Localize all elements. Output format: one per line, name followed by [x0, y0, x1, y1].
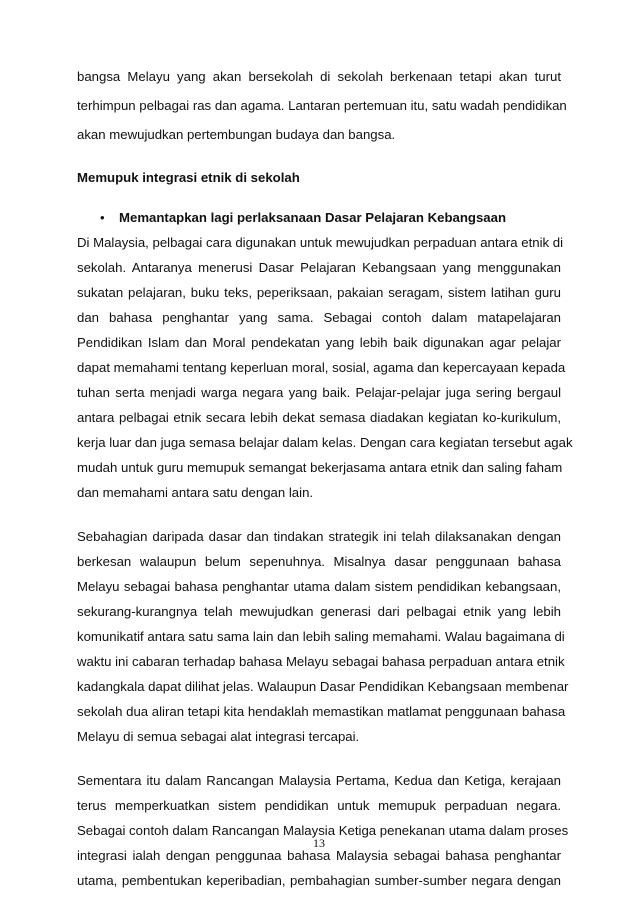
text-line: komunikatif antara satu sama lain dan lebih saling memahami. Walau bagaimana di [77, 629, 565, 644]
text-line: terus memperkuatkan sistem pendidikan untuk memupuk perpaduan negara. [77, 798, 561, 813]
text-line: Melayu sebagai bahasa penghantar utama dalam sistem pendidikan kebangsaan, [77, 579, 561, 594]
text-line: mudah untuk guru memupuk semangat bekerjasama antara etnik dan saling faham [77, 460, 563, 475]
text-line: dapat memahami tentang keperluan moral, sosial, agama dan kepercayaan kepada [77, 360, 566, 375]
text-line: akan mewujudkan pertembungan budaya dan bangsa. [77, 127, 396, 142]
text-line: waktu ini cabaran terhadap bahasa Melayu sebagai bahasa perpaduan antara etnik [77, 654, 565, 669]
text-line: sekurang-kurangnya telah mewujudkan generasi dari pelbagai etnik yang lebih [77, 604, 561, 619]
bullet-marker: • [100, 210, 105, 225]
text-line: antara pelbagai etnik secara lebih dekat semasa diadakan kegiatan ko-kurikulum, [77, 410, 561, 425]
text-line: Sebagai contoh dalam Rancangan Malaysia Ketiga penekanan utama dalam proses [77, 823, 569, 838]
text-line: sekolah. Antaranya menerusi Dasar Pelajaran Kebangsaan yang menggunakan [77, 260, 561, 275]
text-line: tuhan serta menjadi warga negara yang baik. Pelajar-pelajar juga sering bergaul [77, 385, 561, 400]
text-line: Sementara itu dalam Rancangan Malaysia Pertama, Kedua dan Ketiga, kerajaan [77, 773, 561, 788]
text-line: terhimpun pelbagai ras dan agama. Lantaran pertemuan itu, satu wadah pendidikan [77, 98, 567, 113]
text-line: dan memahami antara satu dengan lain. [77, 485, 314, 500]
text-line: Sebahagian daripada dasar dan tindakan strategik ini telah dilaksanakan dengan [77, 529, 561, 544]
text-line: integrasi ialah dengan penggunaa bahasa Malaysia sebagai bahasa penghantar [77, 848, 561, 863]
text-line: Melayu di semua sebagai alat integrasi tercapai. [77, 729, 360, 744]
section-heading: Memupuk integrasi etnik di sekolah [77, 170, 300, 185]
text-line: sukatan pelajaran, buku teks, peperiksaan, pakaian seragam, sistem latihan guru [77, 285, 561, 300]
text-line: utama, pembentukan keperibadian, pembahagian sumber-sumber negara dengan [77, 873, 561, 888]
text-line: kerja luar dan juga semasa belajar dalam kelas. Dengan cara kegiatan tersebut agak [77, 435, 573, 450]
text-line: Pendidikan Islam dan Moral pendekatan yang lebih baik digunakan agar pelajar [77, 335, 561, 350]
bullet-heading: Memantapkan lagi perlaksanaan Dasar Pelajaran Kebangsaan [119, 210, 507, 225]
text-line: bangsa Melayu yang akan bersekolah di sekolah berkenaan tetapi akan turut [77, 69, 561, 84]
text-line: dan bahasa penghantar yang sama. Sebagai contoh dalam matapelajaran [77, 310, 561, 325]
page-number: 13 [313, 836, 325, 850]
text-line: berkesan walaupun belum sepenuhnya. Misalnya dasar penggunaan bahasa [77, 554, 561, 569]
text-line: sekolah dua aliran tetapi kita hendaklah memastikan matlamat penggunaan bahasa [77, 704, 566, 719]
text-line: kadangkala dapat dilihat jelas. Walaupun Dasar Pendidikan Kebangsaan membenar [77, 679, 569, 694]
text-line: Di Malaysia, pelbagai cara digunakan untuk mewujudkan perpaduan antara etnik di [77, 235, 564, 250]
